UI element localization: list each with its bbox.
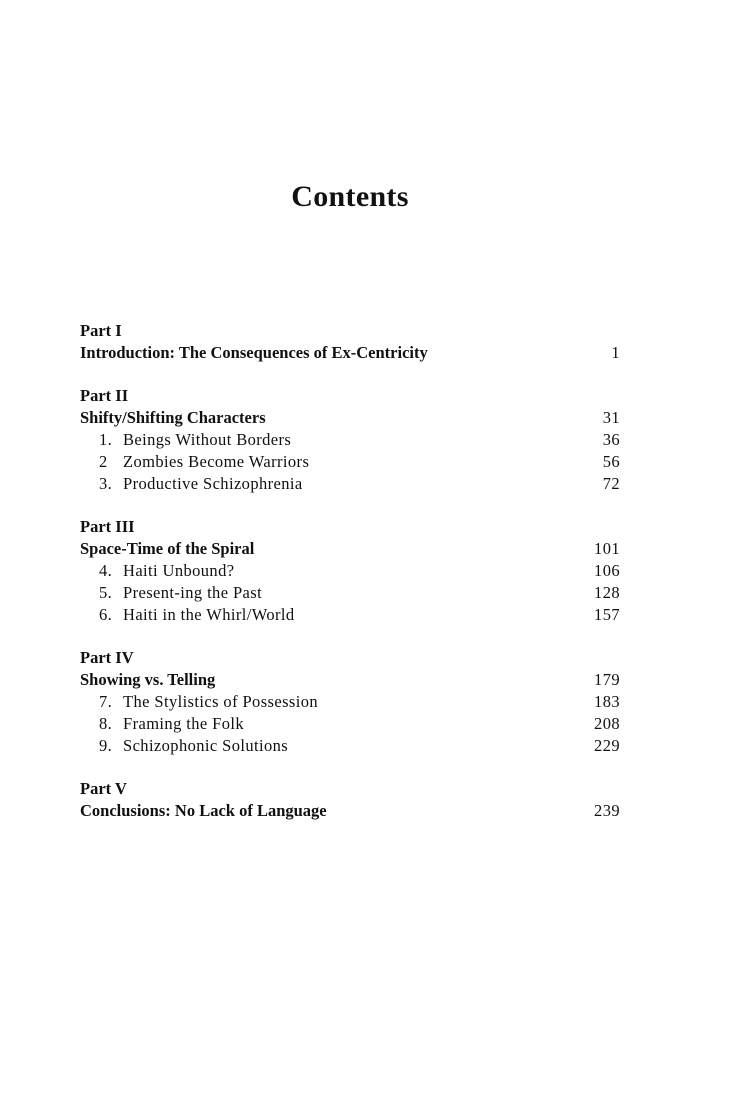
chapter-title: Schizophonic Solutions bbox=[123, 736, 289, 755]
chapter-entry[interactable] bbox=[80, 582, 620, 604]
chapter-title: Zombies Become Warriors bbox=[123, 452, 310, 471]
chapter-title: Framing the Folk bbox=[123, 714, 244, 733]
chapter-number: 2 bbox=[99, 452, 108, 471]
page-number: 229 bbox=[594, 736, 620, 755]
page-number: 157 bbox=[594, 605, 620, 624]
page-number: 239 bbox=[594, 801, 620, 820]
part-label: Part IV bbox=[80, 648, 134, 667]
part-label: Part V bbox=[80, 779, 127, 798]
chapter-number: 7. bbox=[99, 692, 113, 711]
part-label: Part I bbox=[80, 321, 122, 340]
part-label-row bbox=[80, 516, 620, 538]
chapter-entry[interactable] bbox=[80, 713, 620, 735]
chapter-title: Haiti in the Whirl/World bbox=[123, 605, 295, 624]
table-of-contents bbox=[80, 320, 620, 822]
page-title: Contents bbox=[291, 180, 409, 213]
chapter-number: 4. bbox=[99, 561, 113, 580]
part-title-row[interactable] bbox=[80, 407, 620, 429]
chapter-number: 3. bbox=[99, 474, 113, 493]
part-title: Space-Time of the Spiral bbox=[80, 539, 255, 558]
chapter-title: Haiti Unbound? bbox=[123, 561, 235, 580]
page-number: 56 bbox=[602, 452, 620, 471]
toc-part-2 bbox=[80, 385, 620, 495]
chapter-title: Present-ing the Past bbox=[123, 583, 263, 602]
part-title-row[interactable] bbox=[80, 538, 620, 560]
part-label-row bbox=[80, 385, 620, 407]
chapter-entry[interactable] bbox=[80, 473, 620, 495]
page-number: 128 bbox=[594, 583, 620, 602]
part-title: Showing vs. Telling bbox=[80, 670, 216, 689]
page-number: 208 bbox=[594, 714, 620, 733]
chapter-number: 9. bbox=[99, 736, 113, 755]
part-title-row[interactable] bbox=[80, 669, 620, 691]
chapter-title: Beings Without Borders bbox=[123, 430, 292, 449]
chapter-number: 5. bbox=[99, 583, 113, 602]
part-label: Part II bbox=[80, 386, 129, 405]
part-title: Conclusions: No Lack of Language bbox=[80, 801, 327, 820]
chapter-number: 1. bbox=[99, 430, 113, 449]
part-label-row bbox=[80, 647, 620, 669]
toc-part-3 bbox=[80, 516, 620, 626]
part-label-row bbox=[80, 320, 620, 342]
page-number: 106 bbox=[594, 561, 620, 580]
chapter-entry[interactable] bbox=[80, 735, 620, 757]
page-number: 179 bbox=[594, 670, 620, 689]
chapter-entry[interactable] bbox=[80, 429, 620, 451]
chapter-entry[interactable] bbox=[80, 691, 620, 713]
toc-part-1 bbox=[80, 320, 620, 364]
chapter-entry[interactable] bbox=[80, 560, 620, 582]
part-label: Part III bbox=[80, 517, 135, 536]
chapter-entry[interactable] bbox=[80, 604, 620, 626]
page-number: 1 bbox=[611, 343, 620, 362]
page-number: 72 bbox=[602, 474, 620, 493]
page-number: 183 bbox=[594, 692, 620, 711]
chapter-number: 6. bbox=[99, 605, 113, 624]
toc-part-4 bbox=[80, 647, 620, 757]
page-number: 36 bbox=[602, 430, 620, 449]
part-title: Introduction: The Consequences of Ex-Centricity bbox=[80, 343, 428, 362]
page-number: 101 bbox=[594, 539, 620, 558]
part-title: Shifty/Shifting Characters bbox=[80, 408, 266, 427]
chapter-title: Productive Schizophrenia bbox=[123, 474, 303, 493]
part-title-row[interactable] bbox=[80, 800, 620, 822]
part-title-row[interactable] bbox=[80, 342, 620, 364]
chapter-number: 8. bbox=[99, 714, 113, 733]
chapter-title: The Stylistics of Possession bbox=[123, 692, 319, 711]
chapter-entry[interactable] bbox=[80, 451, 620, 473]
page-number: 31 bbox=[602, 408, 620, 427]
part-label-row bbox=[80, 778, 620, 800]
toc-part-5 bbox=[80, 778, 620, 822]
